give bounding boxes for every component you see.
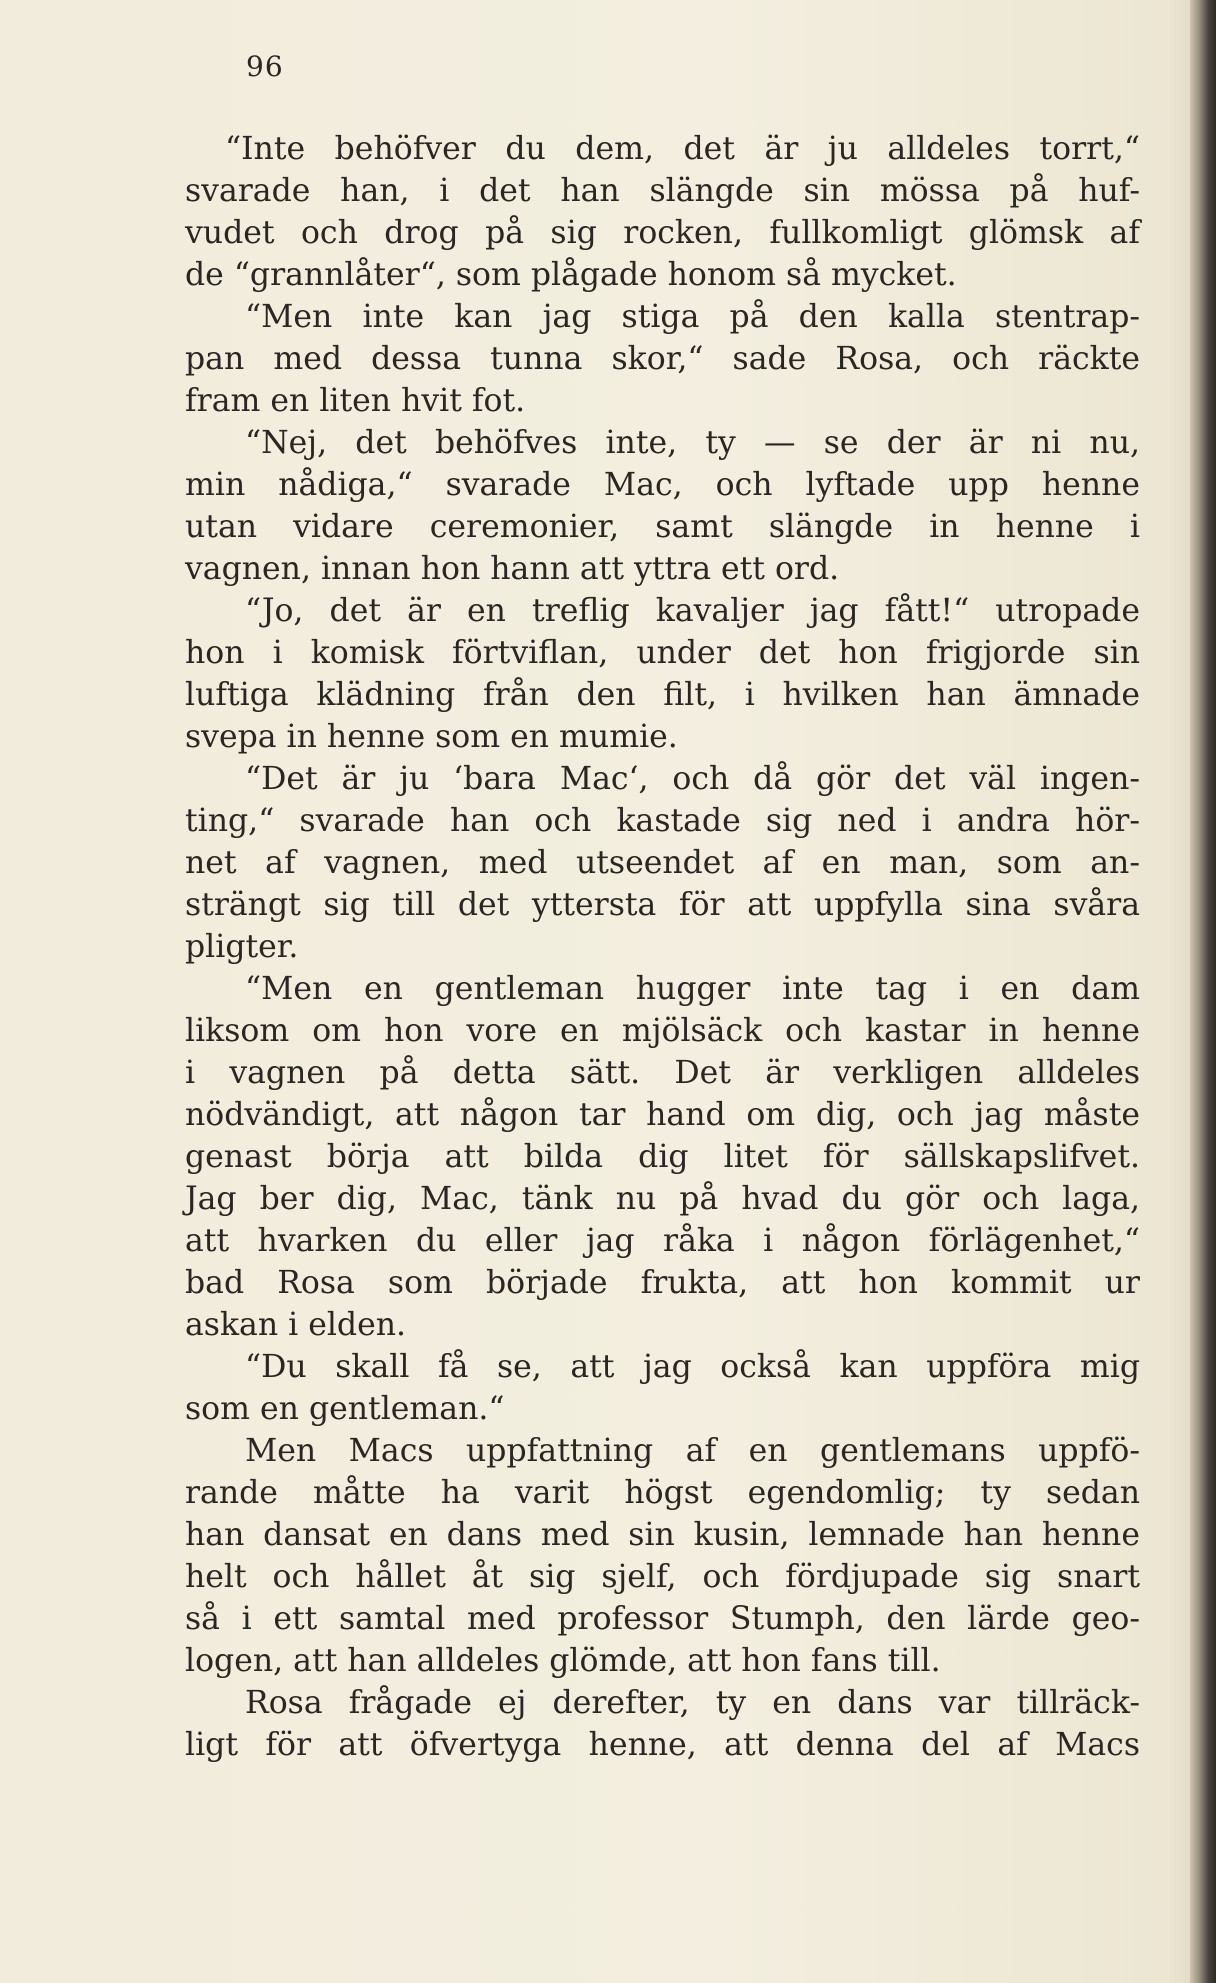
text-line: min nådiga,“ svarade Mac, och lyftade upp henne	[185, 467, 1140, 503]
text-line: logen, att han alldeles glömde, att hon fans till.	[185, 1643, 941, 1679]
text-line: som en gentleman.“	[185, 1391, 505, 1427]
text-line: helt och hållet åt sig sjelf, och fördjupade sig snart	[185, 1559, 1140, 1595]
book-binding-edge	[1190, 0, 1216, 1983]
text-line: vudet och drog på sig rocken, fullkomligt glömsk af	[185, 215, 1140, 251]
text-line: han dansat en dans med sin kusin, lemnade han henne	[185, 1517, 1140, 1553]
text-line: ligt för att öfvertyga henne, att denna del af Macs	[185, 1727, 1140, 1763]
text-line: Rosa frågade ej derefter, ty en dans var tillräck-	[245, 1685, 1140, 1721]
text-line: fram en liten hvit fot.	[185, 383, 526, 419]
text-line: genast börja att bilda dig litet för sällskapslifvet.	[185, 1139, 1140, 1175]
text-line: strängt sig till det yttersta för att uppfylla sina svåra	[185, 887, 1140, 923]
text-line: vagnen, innan hon hann att yttra ett ord.	[185, 551, 840, 587]
text-line: att hvarken du eller jag råka i någon förlägenhet,“	[185, 1223, 1140, 1259]
body-text	[185, 128, 1140, 1766]
text-line: de “grannlåter“, som plågade honom så mycket.	[185, 257, 957, 293]
text-line: svarade han, i det han slängde sin mössa på huf-	[185, 173, 1140, 209]
text-line: Men Macs uppfattning af en gentlemans uppfö-	[245, 1433, 1140, 1469]
text-line: rande måtte ha varit högst egendomlig; ty sedan	[185, 1475, 1140, 1511]
text-line: “Jo, det är en treflig kavaljer jag fått!“ utropade	[245, 593, 1140, 629]
text-line: “Inte behöfver du dem, det är ju alldeles torrt,“	[225, 131, 1140, 167]
text-line: Jag ber dig, Mac, tänk nu på hvad du gör och laga,	[185, 1181, 1140, 1217]
text-line: ting,“ svarade han och kastade sig ned i andra hör-	[185, 803, 1140, 839]
text-line: “Det är ju ‘bara Mac‘, och då gör det väl ingen-	[245, 761, 1140, 797]
text-line: “Men inte kan jag stiga på den kalla stentrap-	[245, 299, 1140, 335]
text-line: pan med dessa tunna skor,“ sade Rosa, och räckte	[185, 341, 1140, 377]
text-line: så i ett samtal med professor Stumph, den lärde geo-	[185, 1601, 1140, 1637]
text-line: luftiga klädning från den filt, i hvilken han ämnade	[185, 677, 1140, 713]
text-line: “Nej, det behöfves inte, ty — se der är ni nu,	[245, 425, 1140, 461]
text-line: nödvändigt, att någon tar hand om dig, och jag måste	[185, 1097, 1140, 1133]
text-line: “Du skall få se, att jag också kan uppföra mig	[245, 1349, 1140, 1385]
text-line: askan i elden.	[185, 1307, 407, 1343]
text-line: net af vagnen, med utseendet af en man, som an-	[185, 845, 1140, 881]
text-line: i vagnen på detta sätt. Det är verkligen alldeles	[185, 1055, 1140, 1091]
text-line: utan vidare ceremonier, samt slängde in henne i	[185, 509, 1140, 545]
page-number: 96	[246, 50, 284, 83]
text-line: hon i komisk förtviflan, under det hon frigjorde sin	[185, 635, 1140, 671]
text-line: bad Rosa som började frukta, att hon kommit ur	[185, 1265, 1140, 1301]
text-line: liksom om hon vore en mjölsäck och kastar in henne	[185, 1013, 1140, 1049]
text-line: “Men en gentleman hugger inte tag i en dam	[245, 971, 1140, 1007]
text-line: pligter.	[185, 929, 299, 965]
text-line: svepa in henne som en mumie.	[185, 719, 678, 755]
